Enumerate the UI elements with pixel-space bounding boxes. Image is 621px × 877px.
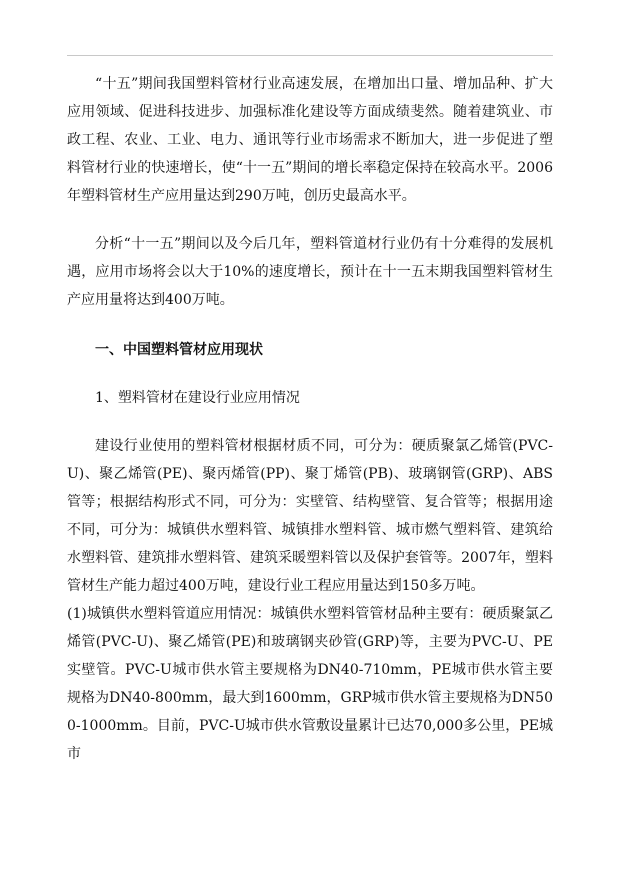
paragraph-analysis: 分析“十一五”期间以及今后几年，塑料管道材行业仍有十分难得的发展机遇，应用市场将会以大于10%的速度增长，预计在十一五末期我国塑料管材生产应用量将达到400万吨。 [67,236,553,308]
section-heading: 一、中国塑料管材应用现状 [95,342,263,358]
paragraph-classification: 建设行业使用的塑料管材根据材质不同，可分为：硬质聚氯乙烯管(PVC-U)、聚乙烯管(PE)、聚丙烯管(PP)、聚丁烯管(PB)、玻璃钢管(GRP)、ABS管等；根据结构形式不同，可分为：实壁管、结构壁管、复合管等；根据用途不同，可分为：城镇供水塑料管、城镇排水塑料管、城市燃气塑料管、建筑给水塑料管、建筑排水塑料管、建筑采暖塑料管以及保护套管等。2007年，塑料管材生产能力超过400万吨，建设行业工程应用量达到150多万吨。 [67,438,553,594]
subsection-heading: 1、塑料管材在建设行业应用情况 [95,390,300,406]
paragraph-intro: “十五”期间我国塑料管材行业高速发展，在增加出口量、增加品种、扩大应用领域、促进科技进步、加强标准化建设等方面成绩斐然。随着建筑业、市政工程、农业、工业、电力、通讯等行业市场需求不断加大，进一步促进了塑料管材行业的快速增长，使“十一五”期间的增长率稳定保持在较高水平。2006年塑料管材生产应用量达到290万吨，创历史最高水平。 [67,76,553,204]
header-rule [67,55,553,56]
document-body [67,70,553,768]
paragraph-water-supply: (1)城镇供水塑料管道应用情况：城镇供水塑料管管材品种主要有：硬质聚氯乙烯管(PVC-U)、聚乙烯管(PE)和玻璃钢夹砂管(GRP)等，主要为PVC-U、PE实壁管。PVC-U城市供水管主要规格为DN40-710mm，PE城市供水管主要规格为DN40-800mm，最大到1600mm，GRP城市供水管主要规格为DN500-1000mm。目前，PVC-U城市供水管敷设量累计已达70,000多公里，PE城市 [67,606,553,762]
